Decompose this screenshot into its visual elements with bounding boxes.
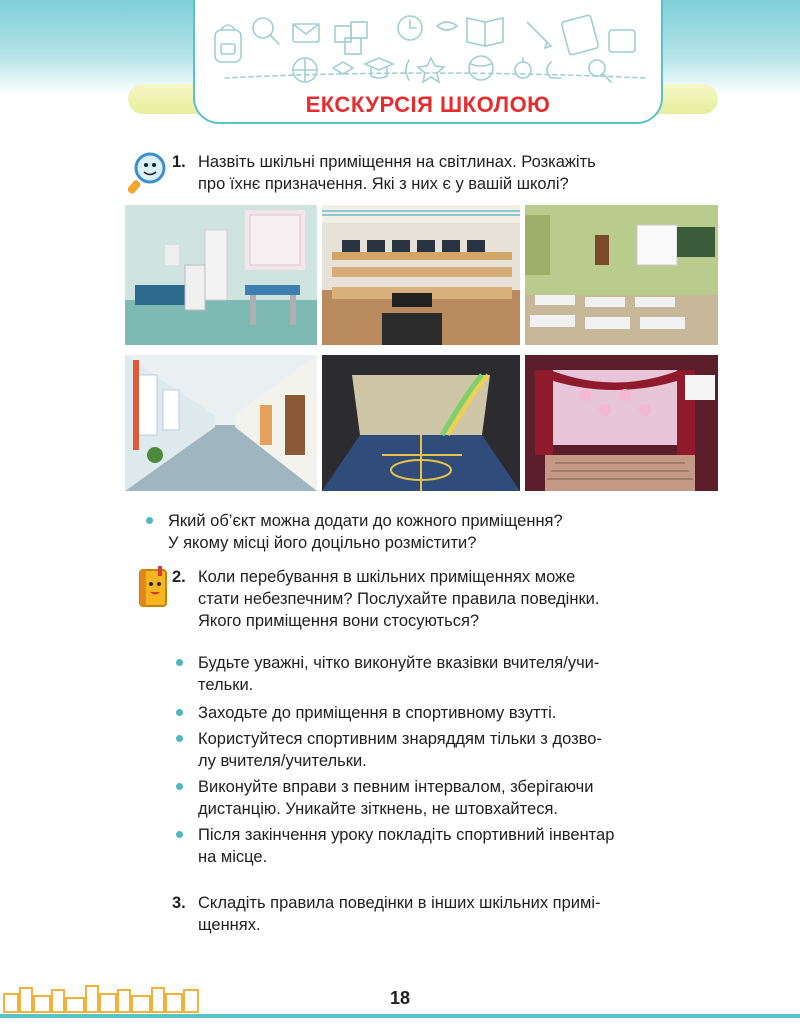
task3-number: 3. bbox=[172, 894, 186, 912]
classroom-photo bbox=[525, 205, 718, 345]
gym-photo bbox=[322, 355, 520, 491]
rule-line: дистанцію. Уникайте зіткнень, не штовхайтеся. bbox=[198, 800, 558, 818]
task3-line: Складіть правила поведінки в інших шкільних примі- bbox=[198, 894, 601, 912]
task3-text bbox=[172, 892, 728, 936]
book-icon bbox=[136, 566, 170, 612]
bullet-item bbox=[168, 510, 728, 554]
page-number: 18 bbox=[389, 988, 411, 1008]
bullet-dot bbox=[176, 709, 183, 716]
task2-text bbox=[172, 566, 728, 632]
page-title: ЕКСКУРСІЯ ШКОЛОЮ bbox=[305, 92, 551, 117]
rule-line: на місце. bbox=[198, 848, 268, 866]
computer-class-photo bbox=[322, 205, 520, 345]
bullet-dot bbox=[176, 831, 183, 838]
footer-line bbox=[0, 1014, 800, 1018]
rule-item bbox=[198, 702, 738, 724]
rule-item bbox=[198, 728, 738, 772]
magnifier-icon bbox=[128, 150, 168, 196]
bullet-dot bbox=[176, 659, 183, 666]
bullet-line: Який об’єкт можна додати до кожного приміщення? bbox=[168, 512, 563, 530]
task3-line: щеннях. bbox=[198, 916, 261, 934]
rule-line: Після закінчення уроку покладіть спортивний інвентар bbox=[198, 826, 615, 844]
task1-line: Назвіть шкільні приміщення на світлинах. Розкажіть bbox=[198, 153, 596, 171]
task2-line: Коли перебування в шкільних приміщеннях може bbox=[198, 568, 576, 586]
bullet-dot bbox=[176, 735, 183, 742]
school-doodles-decoration bbox=[205, 8, 651, 88]
task1-text bbox=[172, 151, 718, 195]
rule-line: тельки. bbox=[198, 676, 254, 694]
rule-item bbox=[198, 776, 738, 820]
task2-line: стати небезпечним? Послухайте правила поведінки. bbox=[198, 590, 600, 608]
bullet-line: У якому місці його доцільно розмістити? bbox=[168, 534, 477, 552]
rule-line: Будьте уважні, чітко виконуйте вказівки вчителя/учи- bbox=[198, 654, 600, 672]
rule-line: Користуйтеся спортивним знаряддям тільки з дозво- bbox=[198, 730, 602, 748]
task1-number: 1. bbox=[172, 153, 186, 171]
task2-line: Якого приміщення вони стосуються? bbox=[198, 612, 480, 630]
task1-line: про їхнє призначення. Які з них є у вашій школі? bbox=[198, 175, 569, 193]
assembly-hall-photo bbox=[525, 355, 718, 491]
corridor-photo bbox=[125, 355, 317, 491]
medical-room-photo bbox=[125, 205, 317, 345]
rule-item bbox=[198, 652, 738, 696]
rule-line: Заходьте до приміщення в спортивному взутті. bbox=[198, 704, 557, 722]
bullet-dot bbox=[146, 517, 153, 524]
bullet-dot bbox=[176, 783, 183, 790]
rule-line: Виконуйте вправи з певним інтервалом, зберігаючи bbox=[198, 778, 594, 796]
rule-line: лу вчителя/учительки. bbox=[198, 752, 367, 770]
title-card bbox=[193, 0, 663, 124]
rule-item bbox=[198, 824, 743, 868]
task2-number: 2. bbox=[172, 568, 186, 586]
